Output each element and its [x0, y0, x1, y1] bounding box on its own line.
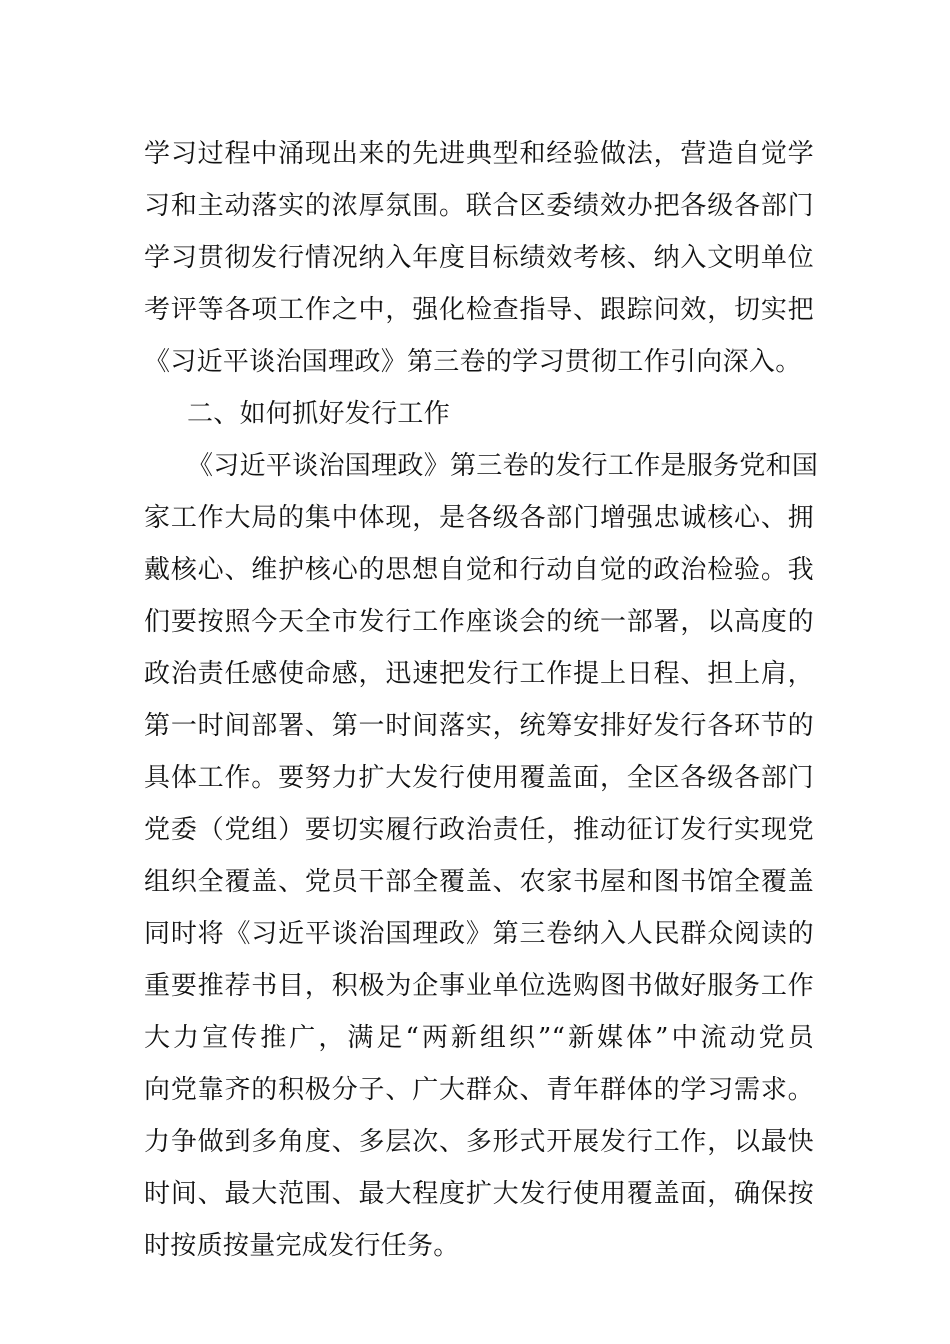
text-line: 组织全覆盖、党员干部全覆盖、农家书屋和图书馆全覆盖	[144, 867, 814, 897]
text-line: 戴核心、维护核心的思想自觉和行动自觉的政治检验。我	[144, 555, 814, 585]
text-line: 力争做到多角度、多层次、多形式开展发行工作，以最快	[144, 1127, 814, 1157]
text-line: 具体工作。要努力扩大发行使用覆盖面，全区各级各部门	[144, 763, 814, 793]
text-line: 考评等各项工作之中，强化检查指导、跟踪问效，切实把	[144, 295, 814, 325]
document-body	[144, 128, 819, 1272]
text-line: 学习贯彻发行情况纳入年度目标绩效考核、纳入文明单位	[144, 243, 814, 273]
text-line: 向党靠齐的积极分子、广大群众、青年群体的学习需求。	[144, 1075, 814, 1105]
text-line: 《习近平谈治国理政》第三卷的发行工作是服务党和国	[187, 451, 819, 481]
text-line: 学习过程中涌现出来的先进典型和经验做法，营造自觉学	[144, 139, 814, 169]
text-line: 同时将《习近平谈治国理政》第三卷纳入人民群众阅读的	[144, 919, 814, 949]
text-line: 时按质按量完成发行任务。	[144, 1231, 460, 1261]
text-line: 习和主动落实的浓厚氛围。联合区委绩效办把各级各部门	[144, 191, 814, 221]
text-line: 家工作大局的集中体现，是各级各部门增强忠诚核心、拥	[144, 503, 814, 533]
text-line: 大力宣传推广，满足“两新组织”“新媒体”中流动党员	[144, 1023, 814, 1053]
text-line: 政治责任感使命感，迅速把发行工作提上日程、担上肩，	[144, 659, 814, 689]
text-line: 们要按照今天全市发行工作座谈会的统一部署，以高度的	[144, 607, 814, 637]
text-line: 第一时间部署、第一时间落实，统筹安排好发行各环节的	[144, 711, 814, 741]
text-line: 时间、最大范围、最大程度扩大发行使用覆盖面，确保按	[144, 1179, 814, 1209]
text-line: 重要推荐书目，积极为企事业单位选购图书做好服务工作	[144, 971, 814, 1001]
text-line: 党委（党组）要切实履行政治责任，推动征订发行实现党	[144, 815, 814, 845]
text-line: 《习近平谈治国理政》第三卷的学习贯彻工作引向深入。	[144, 347, 802, 377]
section-heading: 二、如何抓好发行工作	[187, 399, 451, 429]
